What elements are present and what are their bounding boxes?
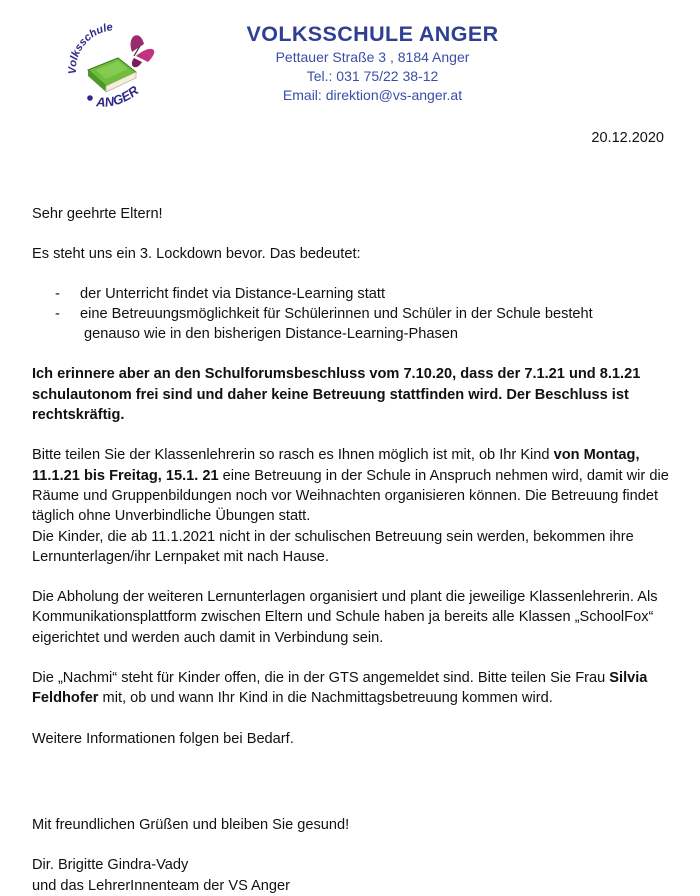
info-paragraph: Weitere Informationen folgen bei Bedarf. <box>32 730 294 747</box>
closing: Mit freundlichen Grüßen und bleiben Sie gesund! <box>32 816 350 833</box>
letter-date: 20.12.2020 <box>591 130 664 146</box>
logo-text-bottom: ANGER <box>95 82 142 110</box>
request-text-2: eine Betreuung in der Schule in Anspruch nehmen wird, damit wir die Räume und Gruppenbildungen noch vor Weihnachten organisieren können. Die Betreuung findet täglich ohne Unverbindliche Übungen statt. <box>32 467 669 525</box>
letter-body <box>32 204 672 896</box>
list-dash: - <box>55 285 60 302</box>
request-dates: von Montag, 11.1.21 bis Freitag, 15.1. 21 <box>32 447 640 484</box>
school-address: Pettauer Straße 3 , 8184 Anger <box>275 49 470 65</box>
list-item-continuation: genauso wie in den bisherigen Distance-Learning-Phasen <box>84 326 459 343</box>
request-paragraph <box>32 445 672 526</box>
contact-person: Silvia Feldhofer <box>32 670 648 707</box>
school-phone: Tel.: 031 75/22 38-12 <box>306 68 439 84</box>
list-item <box>32 284 672 304</box>
logo-dot <box>87 95 93 101</box>
list-item-text: eine Betreuungsmöglichkeit für Schülerinnen und Schüler in der Schule besteht <box>80 305 593 322</box>
logo-text-top: Volksschule <box>66 21 114 75</box>
salutation: Sehr geehrte Eltern! <box>32 206 163 222</box>
signature-name: Dir. Brigitte Gindra-Vady <box>32 857 189 874</box>
signature-team: und das LehrerInnenteam der VS Anger <box>32 877 290 894</box>
children-paragraph: Die Kinder, die ab 11.1.2021 nicht in der schulischen Betreuung sein werden, bekommen ihre Lernunterlagen/ihr Lernpaket mit nach Hause. <box>32 528 634 565</box>
nachmi-paragraph <box>32 668 672 709</box>
school-logo <box>66 18 166 113</box>
butterfly-icon <box>131 35 155 67</box>
nachmi-text-2: mit, ob und wann Ihr Kind in die Nachmittagsbetreuung kommen wird. <box>98 690 553 707</box>
pickup-paragraph: Die Abholung der weiteren Lernunterlagen organisiert und plant die jeweilige Klassenlehrerin. Als Kommunikationsplattform zwischen Eltern und Schule haben ja bereits alle Klassen „SchoolFox“ eigerichtet und werden auch damit in Verbindung sein. <box>32 589 658 646</box>
lockdown-list <box>32 284 672 345</box>
list-item <box>32 304 672 345</box>
school-email: Email: direktion@vs-anger.at <box>282 87 463 103</box>
school-name: VOLKSSCHULE ANGER <box>246 22 499 46</box>
nachmi-text-1: Die „Nachmi“ steht für Kinder offen, die in der GTS angemeldet sind. Bitte teilen Sie Frau <box>32 670 610 687</box>
intro-paragraph: Es steht uns ein 3. Lockdown bevor. Das bedeutet: <box>32 246 361 263</box>
list-dash: - <box>55 305 60 322</box>
letterhead <box>230 20 515 105</box>
list-item-text: der Unterricht findet via Distance-Learning statt <box>80 285 385 302</box>
schulforum-notice: Ich erinnere aber an den Schulforumsbeschluss vom 7.10.20, dass der 7.1.21 und 8.1.21 schulautonom frei sind und daher keine Betreuung stattfinden wird. Der Beschluss ist rechtskräftig. <box>32 366 641 424</box>
request-text-1: Bitte teilen Sie der Klassenlehrerin so rasch es Ihnen möglich ist mit, ob Ihr Kind <box>32 447 554 464</box>
